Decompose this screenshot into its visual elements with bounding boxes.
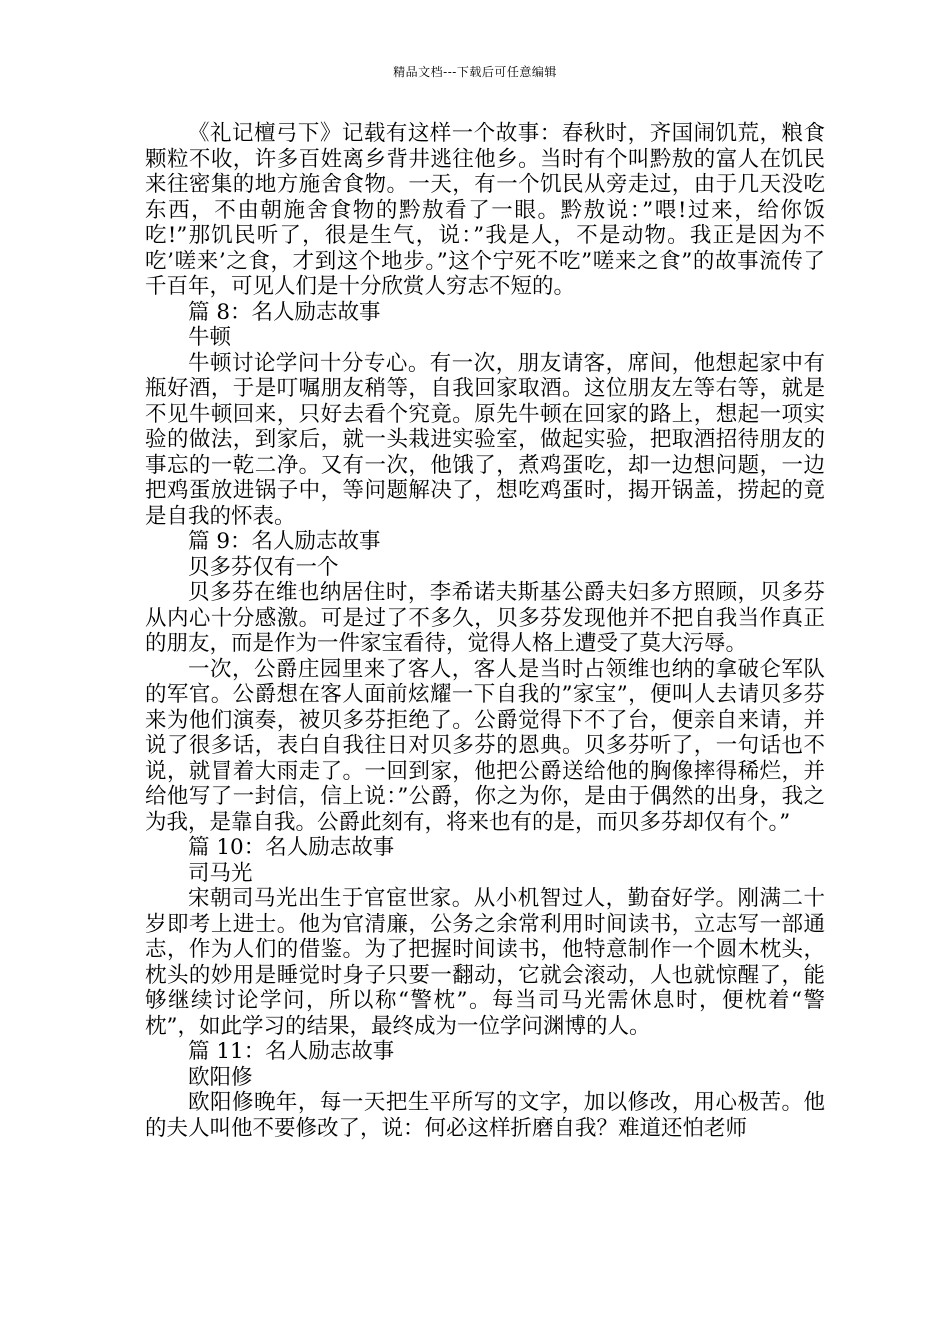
- section-heading-8: 篇 8：名人励志故事: [188, 299, 381, 325]
- document-body: [145, 121, 825, 1141]
- story-title-beethoven: 贝多芬仅有一个: [188, 554, 339, 580]
- paragraph-ouyang-xiu: 欧阳修晚年，每一天把生平所写的文字，加以修改，用心极苦。他的夫人叫他不要修改了，说：何必这样折磨自我？难道还怕老师: [145, 1090, 825, 1141]
- paragraph-beethoven-1: 贝多芬在维也纳居住时，李希诺夫斯基公爵夫妇多方照顾，贝多芬从内心十分感激。可是过了不多久，贝多芬发现他并不把自我当作真正的朋友，而是作为一件家宝看待，觉得人格上遭受了莫大污辱。: [145, 580, 825, 656]
- story-title-ouyang-xiu: 欧阳修: [188, 1064, 253, 1090]
- page-header: 精品文档---下载后可任意编辑: [393, 65, 557, 79]
- paragraph-beethoven-2: 一次，公爵庄园里来了客人，客人是当时占领维也纳的拿破仑军队的军官。公爵想在客人面前炫耀一下自我的”家宝”，便叫人去请贝多芬来为他们演奏，被贝多芬拒绝了。公爵觉得下不了台，便亲自来请，并说了很多话，表白自我往日对贝多芬的恩典。贝多芬听了，一句话也不说，就冒着大雨走了。一回到家，他把公爵送给他的胸像摔得稀烂，并给他写了一封信，信上说：”公爵，你之为你，是由于偶然的出身，我之为我，是靠自我。公爵此刻有，将来也有的是，而贝多芬却仅有个。”: [145, 656, 825, 835]
- section-heading-11: 篇 11：名人励志故事: [188, 1039, 395, 1064]
- section-heading-10: 篇 10：名人励志故事: [188, 835, 395, 860]
- story-title-sima-guang: 司马光: [188, 860, 253, 886]
- paragraph-story-intro: 《礼记檀弓下》记载有这样一个故事：春秋时，齐国闹饥荒，粮食颗粒不收，许多百姓离乡背井逃往他乡。当时有个叫黔敖的富人在饥民来往密集的地方施舍食物。一天，有一个饥民从旁走过，由于几天没吃东西，不由朝施舍食物的黔敖看了一眼。黔敖说：”喂!过来，给你饭吃!”那饥民听了，很是生气，说：”我是人，不是动物。我正是因为不吃’嗟来’之食，才到这个地步。”这个宁死不吃”嗟来之食”的故事流传了千百年，可见人们是十分欣赏人穷志不短的。: [145, 121, 825, 299]
- paragraph-sima-guang: 宋朝司马光出生于官宦世家。从小机智过人，勤奋好学。刚满二十岁即考上进士。他为官清廉，公务之余常利用时间读书，立志写一部通志，作为人们的借鉴。为了把握时间读书，他特意制作一个圆木枕头，枕头的妙用是睡觉时身子只要一翻动，它就会滚动，人也就惊醒了，能够继续讨论学问，所以称“警枕”。每当司马光需休息时，便枕着“警枕”，如此学习的结果，最终成为一位学问渊博的人。: [145, 886, 825, 1039]
- section-heading-9: 篇 9：名人励志故事: [188, 529, 381, 554]
- story-title-newton: 牛顿: [188, 325, 232, 350]
- paragraph-newton: 牛顿讨论学问十分专心。有一次，朋友请客，席间，他想起家中有瓶好酒，于是叮嘱朋友稍等，自我回家取酒。这位朋友左等右等，就是不见牛顿回来，只好去看个究竟。原先牛顿在回家的路上，想起一项实验的做法，到家后，就一头栽进实验室，做起实验，把取酒招待朋友的事忘的一乾二净。又有一次，他饿了，煮鸡蛋吃，却一边想问题，一边把鸡蛋放进锅子中，等问题解决了，想吃鸡蛋时，揭开锅盖，捞起的竟是自我的怀表。: [145, 350, 825, 529]
